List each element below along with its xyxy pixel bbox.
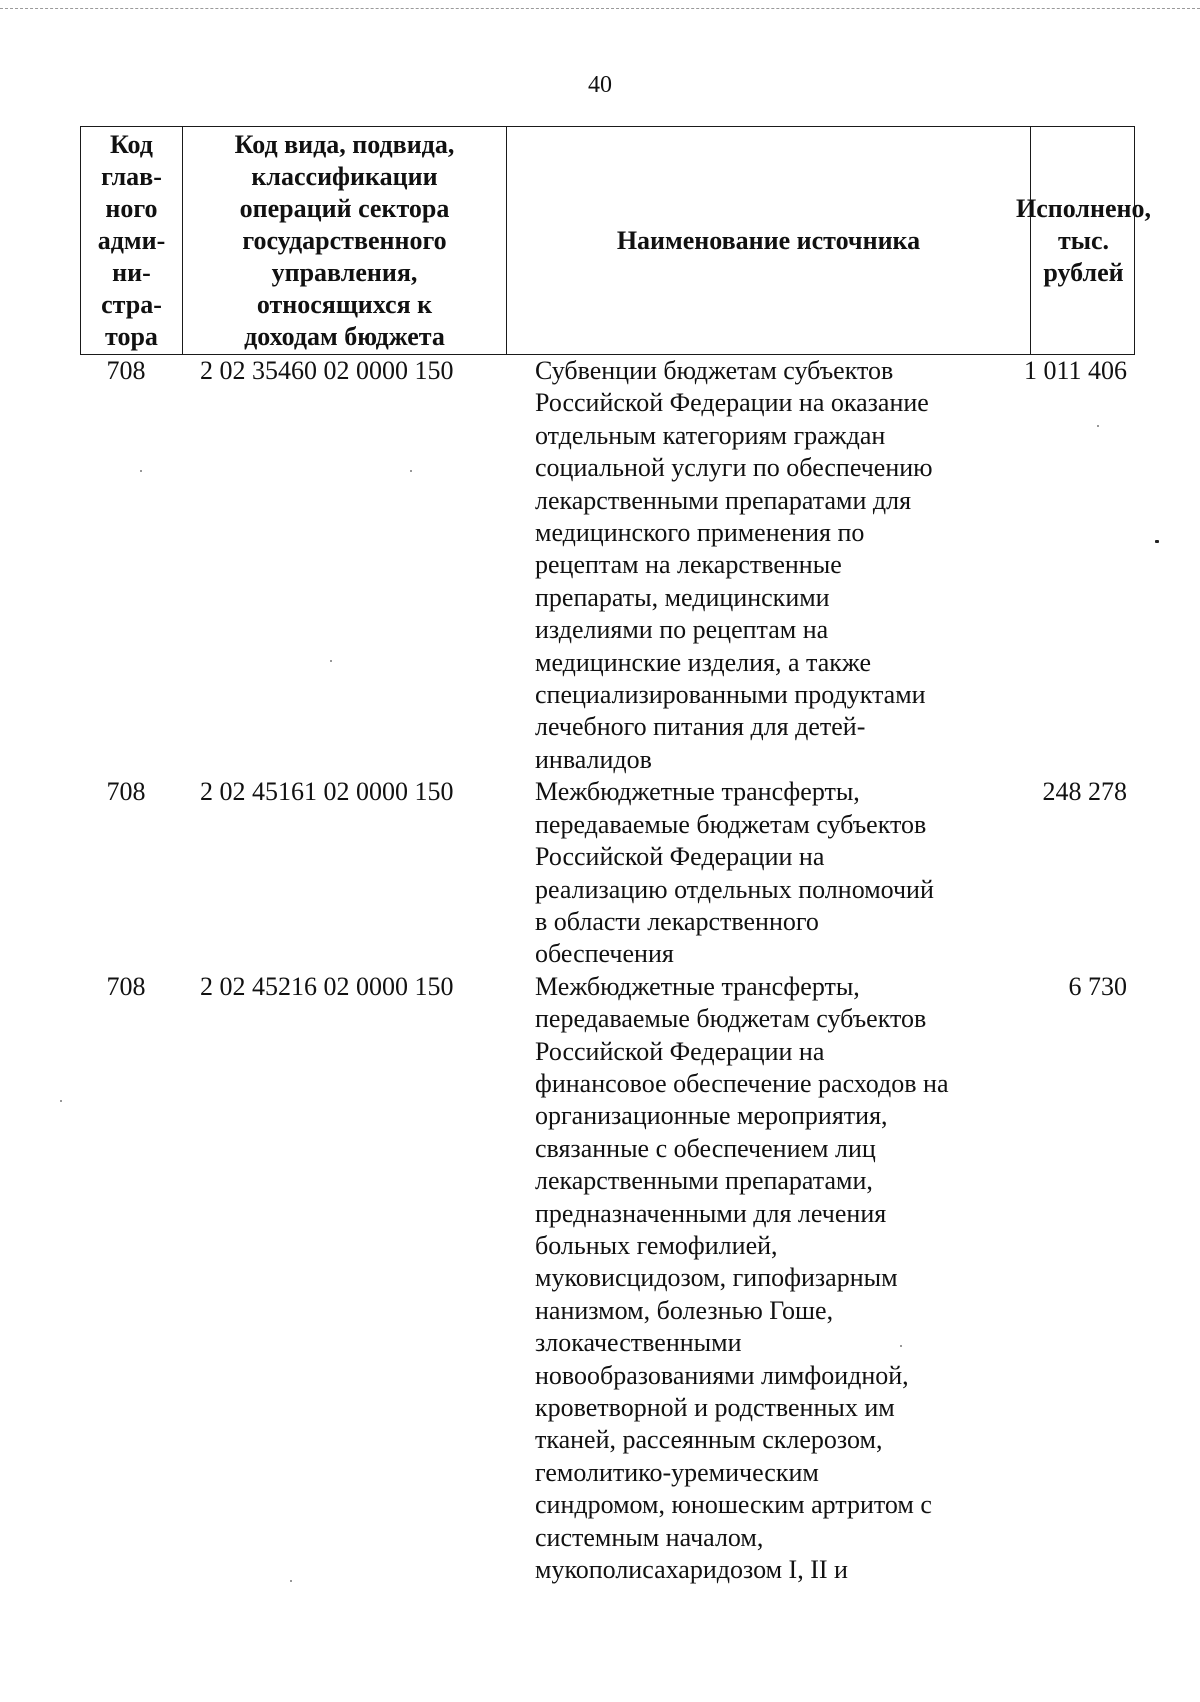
row-admin-code: 708 [106,971,146,1001]
table-body [80,355,1135,1586]
row-executed-amount: 248 278 [1042,777,1127,807]
scan-speck [1097,425,1099,427]
header-type-code [183,127,507,354]
scan-speck [410,470,412,472]
header-executed-label: Исполнено, тыс. рублей [1016,193,1151,287]
scan-speck [900,1345,902,1347]
header-type-code-label: Код вида, подвида, классификации операций сектора государственного управления, относящихся к доходам бюджета [234,130,455,351]
header-name-label: Наименование источника [616,225,921,255]
page-number: 40 [588,72,612,98]
scan-speck [330,660,332,662]
row-type-code: 2 02 35460 02 0000 150 [200,356,454,385]
row-admin-code: 708 [106,777,146,807]
row-type-code: 2 02 45216 02 0000 150 [200,971,454,1001]
row-executed-amount: 6 730 [1068,971,1127,1001]
table-header [80,126,1151,355]
table-row [80,776,1135,970]
row-executed-amount: 1 011 406 [1023,356,1127,385]
row-source-name: Межбюджетные трансферты, передаваемые бюджетам субъектов Российской Федерации на финансовое обеспечение расходов на организационные мероприятия, связанные с обеспечением лиц лекарственными препаратами, предназначенными для лечения больных гемофилией, муковисцидозом, гипофизарным нанизмом, болезнью Гоше, злокачественными новообразованиями лимфоидной, кроветворной и родственных им тканей, рассеянным склерозом, гемолитико-уремическим синдромом, юношеским артритом с системным началом, мукополисахаридозом I, II и [535,971,949,1585]
row-type-code: 2 02 45161 02 0000 150 [200,777,454,807]
scan-speck [140,470,142,472]
scan-speck [60,1100,62,1102]
header-executed [1016,127,1151,354]
budget-table [80,126,1151,1586]
table-row [80,971,1135,1587]
scan-speck [1155,540,1159,543]
table-row [80,355,1135,776]
header-admin-code [81,127,183,354]
row-admin-code: 708 [106,356,146,385]
row-source-name: Межбюджетные трансферты, передаваемые бюджетам субъектов Российской Федерации на реализацию отдельных полномочий в области лекарственного обеспечения [535,777,934,969]
header-admin-code-label: Код глав- ного адми- ни- стра- тора [97,130,166,351]
scan-speck [290,1580,292,1582]
scan-top-edge [0,8,1200,9]
header-name [507,127,1031,354]
row-source-name: Субвенции бюджетам субъектов Российской Федерации на оказание отдельным категориям граждан социальной услуги по обеспечению лекарственными препаратами для медицинского применения по рецептам на лекарственные препараты, медицинскими изделиями по рецептам на медицинские изделия, а также специализированными продуктами лечебного питания для детей- инвалидов [535,356,933,774]
